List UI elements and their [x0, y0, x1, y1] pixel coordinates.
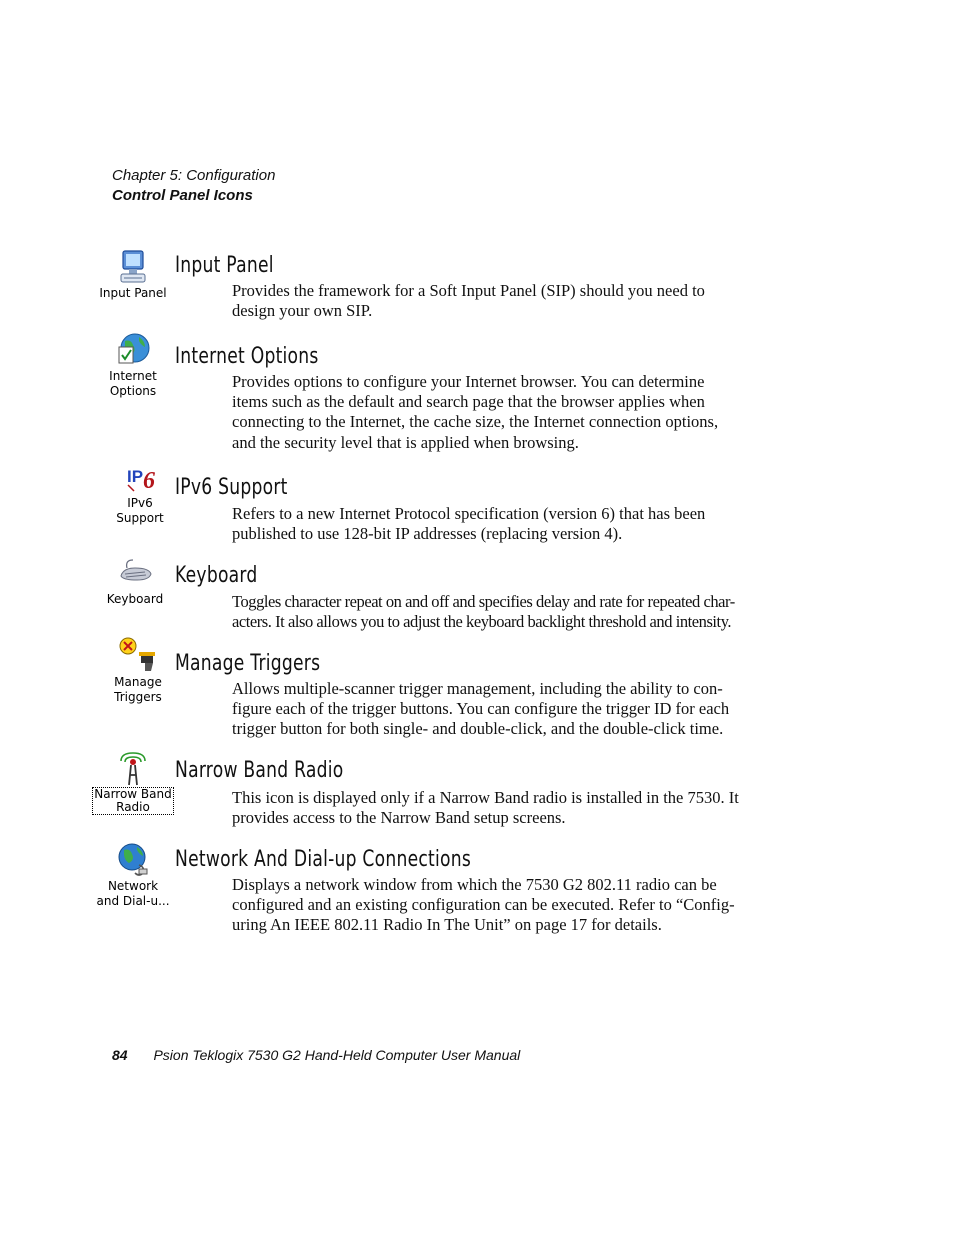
section-label: Control Panel Icons: [112, 187, 253, 204]
ipv6-icon: [120, 458, 160, 496]
input-panel-icon: [113, 248, 153, 286]
keyboard-icon-tile[interactable]: [90, 556, 180, 607]
entry-description: Allows multiple-scanner trigger management, including the ability to con-figure each of the trigger buttons. You can configure the trigger ID for each trigger button for both single- and double-click, and the double-click time.: [232, 679, 730, 739]
icon-label-line: Narrow Band: [94, 787, 172, 801]
network-globe-icon: [113, 841, 153, 879]
icon-label-line: Manage: [114, 675, 162, 689]
chapter-label: Chapter 5: Configuration: [112, 167, 276, 184]
entry-title: Internet Options: [175, 344, 319, 369]
keyboard-icon: [115, 556, 155, 592]
svg-text:IP: IP: [127, 467, 144, 486]
entry-description: Toggles character repeat on and off and specifies delay and rate for repeated char-acters. It also allows you to adjust the keyboard backlight threshold and intensity.: [232, 592, 735, 632]
page-number: 84: [112, 1047, 128, 1063]
icon-label-line: IPv6: [127, 496, 153, 510]
icon-label-line: Network: [107, 879, 159, 893]
icon-label-line: Internet: [109, 369, 157, 383]
icon-label-line: Keyboard: [106, 592, 164, 606]
network-globe-icon-tile[interactable]: [88, 841, 178, 909]
manage-triggers-icon: [115, 635, 161, 675]
page-footer: [112, 1047, 520, 1063]
entry-title: Manage Triggers: [175, 651, 321, 676]
entry-title: IPv6 Support: [175, 475, 288, 500]
icon-label-line: Options: [109, 384, 157, 398]
internet-options-icon: [113, 331, 153, 369]
entry-title: Keyboard: [175, 563, 258, 588]
entry-description: This icon is displayed only if a Narrow Band radio is installed in the 7530. It provides access to the Narrow Band setup screens.: [232, 788, 739, 828]
svg-text:6: 6: [143, 468, 155, 494]
entry-title: Narrow Band Radio: [175, 758, 344, 783]
entry-description: Displays a network window from which the 7530 G2 802.11 radio can be configured and an existing configuration can be executed. Refer to “Config-uring An IEEE 802.11 Radio In The Unit” on page 17 for details.: [232, 875, 735, 935]
running-header: [112, 166, 275, 206]
icon-label-line: Support: [116, 511, 164, 525]
icon-label-line: Input Panel: [99, 286, 167, 300]
manage-triggers-icon-tile[interactable]: [93, 635, 183, 705]
input-panel-icon-tile[interactable]: [88, 248, 178, 301]
radio-antenna-icon-tile[interactable]: [88, 751, 178, 816]
radio-antenna-icon: [113, 751, 153, 787]
icon-label-line: Triggers: [114, 690, 162, 704]
entry-title: Input Panel: [175, 253, 274, 278]
ipv6-icon-tile[interactable]: [95, 458, 185, 526]
entry-description: Provides options to configure your Internet browser. You can determine items such as the default and search page that the browser applies when connecting to the Internet, the cache size, the Internet connection options, and the security level that is applied when browsing.: [232, 372, 719, 452]
entry-title: Network And Dial-up Connections: [175, 847, 472, 872]
internet-options-icon-tile[interactable]: [88, 331, 178, 399]
manual-title: Psion Teklogix 7530 G2 Hand-Held Computer User Manual: [153, 1047, 521, 1063]
icon-label-line: Radio: [116, 800, 150, 814]
icon-label-box: [92, 787, 174, 815]
icon-label-line: and Dial-u...: [96, 894, 170, 908]
entry-description: Provides the framework for a Soft Input Panel (SIP) should you need to design your own SIP.: [232, 281, 705, 321]
entry-description: Refers to a new Internet Protocol specification (version 6) that has been published to use 128-bit IP addresses (replacing version 4).: [232, 504, 706, 544]
